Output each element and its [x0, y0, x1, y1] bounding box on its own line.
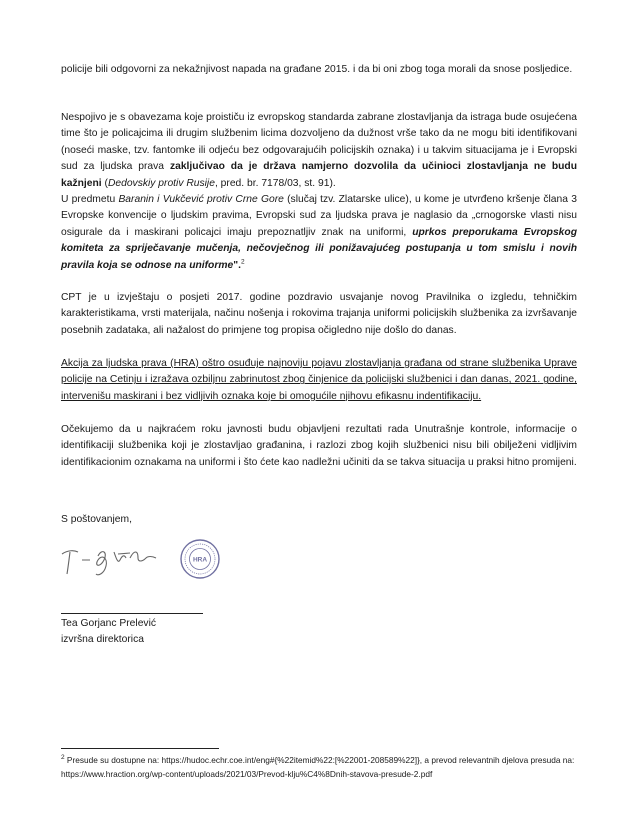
signer-title: izvršna direktorica — [61, 634, 144, 645]
closing-salutation: S poštovanjem, — [61, 514, 132, 525]
case-name-baranin: Baranin i Vukčević protiv Crne Gore — [118, 194, 284, 205]
paragraph-baranin-case — [61, 192, 577, 274]
paragraph-standards-text: Nespojivo je s obavezama koje proističu iz evropskog standarda zabrane zlostavljanja da istraga bude osujećena time što je policajcima ili drugim službenim licima dozvoljeno da dužnost vrše tako da ne mogu biti identifikovani (noseći maske, tzv. fantomke ili odjeću bez odgovarajućih policijskih oznaka) i u takvim situacijama je i Evropski sud za ljudska prava — [61, 112, 577, 173]
paragraph-standards-bold: zaključivao da je država namjerno dozvolila da učinioci zlostavljanja ne budu kažnjeni — [61, 161, 577, 189]
footnote-number: 2 — [61, 754, 65, 762]
case-citation: , pred. br. 7178/03, st. 91). — [214, 177, 336, 189]
paragraph-standards — [61, 110, 577, 192]
footnote-reference: 2 — [241, 258, 245, 266]
paragraph-cpt-report: CPT je u izvještaju o posjeti 2017. godine pozdravio usvajanje novog Pravilnika o izgledu, tehničkim karakteristikama, vrsti materijala, načinu nošenja i rokovima trajanja uniformi policijskih službenika za izvršavanje posebnih zadataka, ali nažalost do primjene tog propisa očigledno nije došlo do danas. — [61, 292, 577, 336]
organization-seal — [178, 537, 222, 581]
paragraph-expectations: Očekujemo da u najkraćem roku javnosti budu objavljeni rezultati rada Unutrašnje kontrole, informacije o identifikaciji službenika koji je zlostavljao građanina, i razlozi zbog kojih službenici nisu bili obilježeni vidljivim identifikacionim oznakama na uniformi i što ćete kao nadležni učiniti da se takva situacija u praksi hitno promijeni. — [61, 424, 577, 468]
paragraph-baranin-closing: ". — [233, 259, 241, 271]
paragraph-baranin-text: (slučaj tzv. Zlatarske ulice), u kome je utvrđeno kršenje člana 3 Evropske konvencije o ljudskim pravima, Evropski sud za ljudska prava je naglasio da „crnogorske vlasti nisu osigurale da i maskirani policajci imaju prepoznatljiv znak na uniformi, — [61, 194, 577, 238]
paragraph-baranin-lead: U predmetu — [61, 194, 119, 205]
paragraph-standards-open-paren: ( — [101, 177, 108, 189]
paragraph-baranin-emphasis: uprkos preporukama Evropskog komiteta za spriječavanje mučenja, nečovječnog ili ponižavajućeg postupanja u tom smislu i novih pravila koja se odnose na uniforme — [61, 226, 577, 271]
footnote — [61, 753, 577, 781]
paragraph-accountability: policije bili odgovorni za nekažnjivost napada na građane 2015. i da bi oni zbog toga morali da snose posljedice. — [61, 64, 573, 75]
paragraph-hra-condemnation: Akcija za ljudska prava (HRA) oštro osuđuje najnoviju pojavu zlostavljanja građana od strane službenika Uprave policije na Cetinju i izražava ozbiljnu zabrinutost zbog činjenice da policijski službenici i dan danas, 2021. godine, intervenišu maskirani i bez vidljivih oznaka koje bi omogućile njihovu efikasnu indentifikaciju. — [61, 358, 577, 402]
signer-name: Tea Gorjanc Prelević — [61, 618, 156, 629]
footnote-text: Presude su dostupne na: https://hudoc.echr.coe.int/eng#{%22itemid%22:[%22001-208589%22]}, a prevod relevantnih djelova presuda na: https://www.hraction.org/wp-content/uploads/2021/03/Prevod-klju%C4%8Dnih-stavova-presude-2.pdf — [61, 755, 575, 779]
handwritten-signature — [58, 540, 168, 580]
signer-block — [61, 616, 156, 648]
case-name-dedovskiy: Dedovskiy protiv Rusije — [107, 177, 215, 189]
footnote-divider — [61, 748, 219, 749]
seal-text: HRA — [192, 556, 208, 564]
signature-line — [61, 613, 203, 614]
